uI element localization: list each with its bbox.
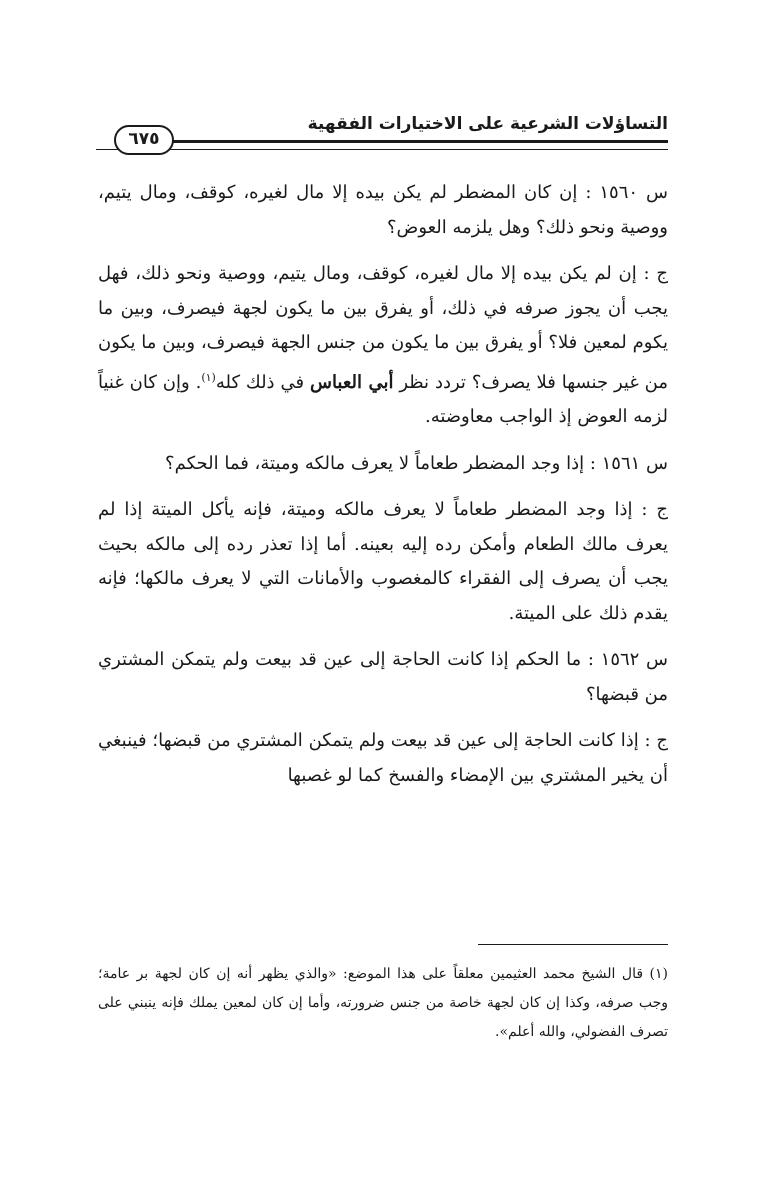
header-thin-rule bbox=[96, 149, 668, 150]
footnote-separator bbox=[478, 944, 668, 945]
question-1560: س ١٥٦٠ : إن كان المضطر لم يكن بيده إلا مال لغيره، كوقف، ومال يتيم، ووصية ونحو ذلك؟ وهل يلزمه العوض؟ bbox=[98, 182, 668, 238]
question-1561: س ١٥٦١ : إذا وجد المضطر طعاماً لا يعرف مالكه وميتة، فما الحكم؟ bbox=[165, 452, 668, 474]
answer-1562: ج : إذا كانت الحاجة إلى عين قد بيعت ولم يتمكن المشتري من قبضها؛ فينبغي أن يخير المشتري بين الإمضاء والفسخ كما لو غصبها bbox=[98, 730, 668, 786]
answer-1560-text: ج : إن لم يكن بيده إلا مال لغيره، كوقف، ومال يتيم، ووصية ونحو ذلك، فهل يجب أن يجوز صرفه في ذلك، أو يفرق بين ما يكون لجهة فيصرف، وبين ما يكوم لمعين فلا؟ أو يفرق بين ما يكون من جنس الجهة فيصرف، وبين ما يكون من غير جنسها فلا يصرف؟ bbox=[98, 263, 668, 393]
footnote: (١) قال الشيخ محمد العثيمين معلقاً على هذا الموضع: «والذي يظهر أنه إن كان لجهة بر عامة؛ وجب صرفه، وكذا إن كان لجهة خاصة من جنس ضرورته، وأما إن كان لمعين يملك فإنه ينبني على تصرف الفضولي، والله أعلم». bbox=[98, 966, 668, 1040]
footnote-marker: (١) bbox=[201, 370, 216, 384]
answer-1560-before-name: تردد نظر bbox=[399, 371, 466, 393]
answer-1560 bbox=[98, 257, 668, 435]
page-number: ٦٧٥ bbox=[114, 125, 174, 155]
scholar-name: أبي العباس bbox=[309, 371, 394, 393]
book-title: التساؤلات الشرعية على الاختيارات الفقهية bbox=[307, 114, 668, 134]
answer-1561: ج : إذا وجد المضطر طعاماً لا يعرف مالكه وميتة، فإنه يأكل الميتة إذا لم يعرف مالك الطعام وأمكن رده إليه بعينه. أما إذا تعذر رده إلى مالكه بحيث يجب أن يصرف إلى الفقراء كالمغصوب والأمانات التي لا يعرف مالكها؛ فإنه يقدم ذلك على الميتة. bbox=[98, 499, 668, 624]
question-1562: س ١٥٦٢ : ما الحكم إذا كانت الحاجة إلى عين قد بيعت ولم يتمكن المشتري من قبضها؟ bbox=[98, 649, 668, 705]
body-text bbox=[98, 176, 668, 805]
running-header bbox=[96, 108, 668, 158]
header-thick-rule bbox=[168, 140, 668, 143]
answer-1560-ending: . وإن كان غنياً لزمه العوض إذ الواجب معاوضته. bbox=[98, 371, 668, 427]
answer-1560-after-name: في ذلك كله bbox=[215, 371, 305, 393]
